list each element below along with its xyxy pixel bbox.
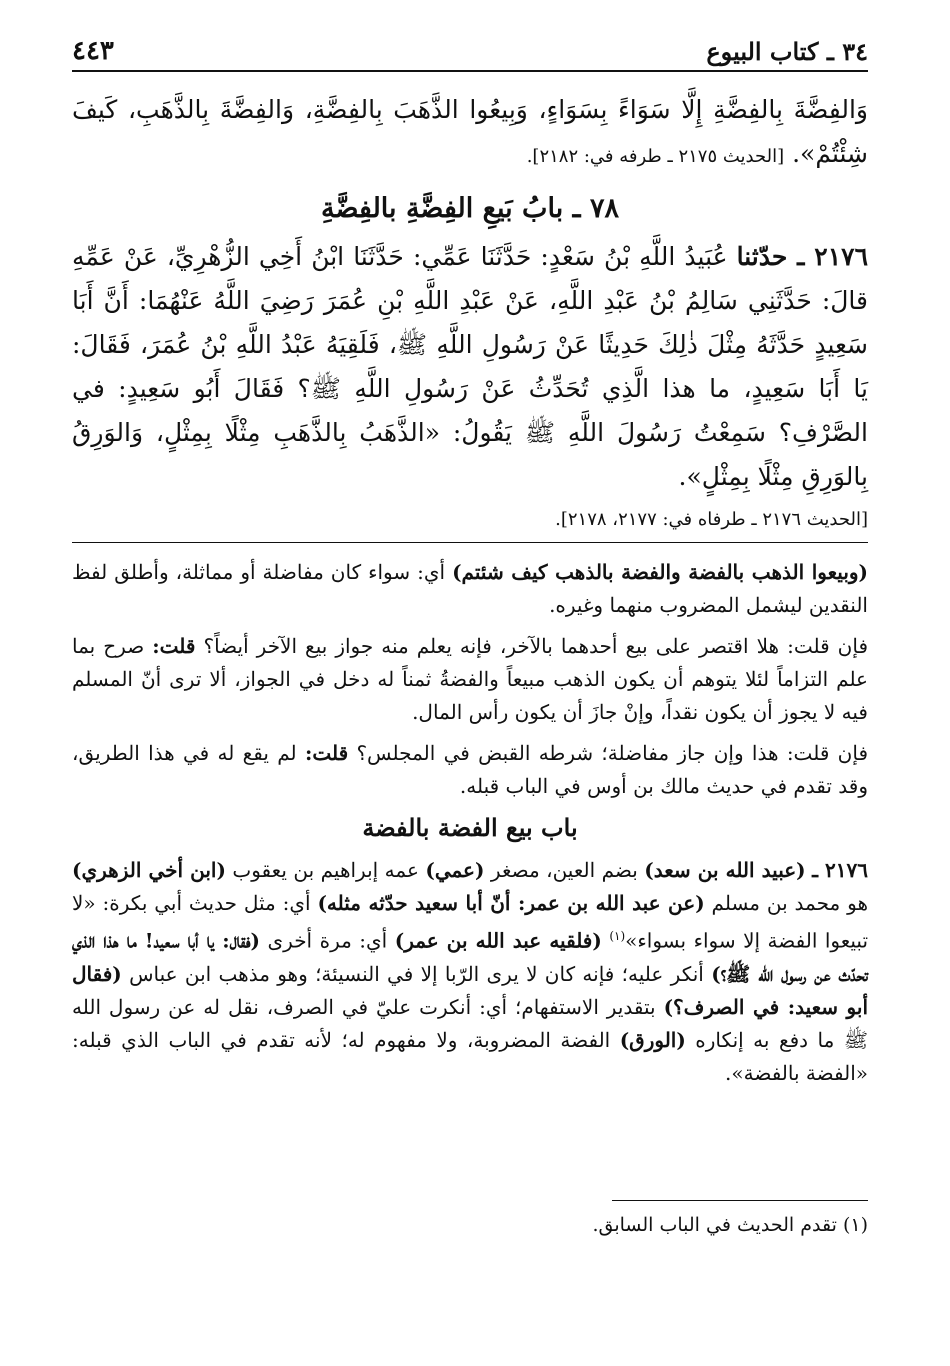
commentary-p4-b4: (عن عبد الله بن عمر: أنّ أبا سعيد حدّثه مثله) <box>317 891 705 915</box>
footnote <box>72 1210 868 1240</box>
commentary-p4-t2: عمه إبراهيم بن يعقوب <box>232 858 419 882</box>
hadith-text <box>72 235 868 499</box>
commentary-p4-t6: أنكر عليه؛ فإنه كان لا يرى الرّبا إلا في النسيئة؛ وهو مذهب ابن عباس <box>129 961 704 986</box>
commentary-p1 <box>72 556 868 622</box>
commentary-p4-b7: (فقال أبو سعيد: في الصرف؟) <box>72 961 869 1019</box>
commentary-p2 <box>72 630 868 729</box>
commentary-p2-text2: صرح بما علم التزاماً لئلا يتوهم أن يكون الذهب مبيعاً والفضةُ ثمناً له دخل في الجواز، ألا ترى أنّ المسلم فيه لا يجوز أن يكون نقداً، وإنْ جازَ أن يكون رأس المال. <box>72 634 868 724</box>
commentary-section <box>72 556 868 1098</box>
footnote-marker[interactable]: (١) <box>609 929 626 943</box>
page-header <box>72 22 868 72</box>
commentary-p4-b3: (ابن أخي الزهري) <box>72 858 226 882</box>
commentary-p4-t5: أي: مرة أخرى <box>267 928 388 953</box>
chapter-title: ٣٤ ـ كتاب البيوع <box>706 37 868 66</box>
commentary-p4-b6: (فقال: يا أبا سعيد! ما هذا الذي تحدّث عن رسول الله ﷺ؟) <box>72 928 869 986</box>
commentary-p4-num: ٢١٧٦ ـ <box>812 858 868 882</box>
commentary-p4-t4: أي: مثل حديث أبي بكرة: «لا تبيعوا الفضة إلا سواء بسواء» <box>72 891 869 953</box>
commentary-p4 <box>72 854 868 1090</box>
hadith-ref-2: [الحديث ٢١٧٦ ـ طرفاه في: ٢١٧٧، ٢١٧٨]. <box>555 509 868 530</box>
commentary-p4-b5: (فلقيه عبد الله بن عمر) <box>394 928 602 953</box>
commentary-p4-t3: هو محمد بن مسلم <box>711 891 868 915</box>
bab-title: ٧٨ ـ بابُ بَيعِ الفِضَّةِ بالفِضَّةِ <box>321 193 619 224</box>
commentary-p4-t7: بتقدير الاستفهام؛ أي: أنكرت عليّ في الصرف، نقل له عن رسول الله ﷺ ما دفع به إنكاره <box>72 994 868 1052</box>
commentary-p4-b1: (عبيد الله بن سعد) <box>644 858 806 882</box>
hadith-ref: [الحديث ٢١٧٥ ـ طرفه في: ٢١٨٢]. <box>526 146 785 167</box>
footnote-text: تقدم الحديث في الباب السابق. <box>592 1214 837 1236</box>
commentary-p4-b2: (عمي) <box>425 858 485 882</box>
footnote-divider <box>612 1200 868 1201</box>
commentary-p4-t8: الفضة المضروبة، ولا مفهوم له؛ لأنه تقدم في الباب الذي قبله: «الفضة بالفضة». <box>72 1027 868 1085</box>
commentary-p3-text: فإن قلت: هذا وإن جاز مفاضلة؛ شرطه القبض في المجلس؟ <box>356 741 869 765</box>
commentary-p3 <box>72 737 868 803</box>
page-number: ٤٤٣ <box>72 36 114 66</box>
commentary-p4-b8: (الورق) <box>619 1027 686 1052</box>
commentary-p3-text2: لم يقع له في هذا الطريق، وقد تقدم في حديث مالك بن أوس في الباب قبله. <box>72 741 868 798</box>
hadith-body: : حَدَّثَنَا عَمِّي: حَدَّثَنَا ابْنُ أَخِي الزُّهْرِيِّ، عَنْ عَمِّهِ قالَ: حَدَّثَنِي سَالِمُ بْنُ عَبْدِ اللَّهِ، عَنْ عَبْدِ اللَّهِ بْنِ عُمَرَ رَضِيَ اللَّهُ عَنْهُمَا: أَنَّ أَبَا سَعِيدٍ حَدَّثَهُ مِثْلَ ذٰلِكَ حَدِيثًا عَنْ رَسُولِ اللَّهِ ﷺ، فَلَقِيَهُ عَبْدُ اللَّهِ بْنُ عُمَرَ، فَقَالَ: يَا أَبَا سَعِيدٍ، ما هذا الَّذِي تُحَدِّثُ عَنْ رَسُولِ اللَّهِ ﷺ؟ فَقَالَ أَبُو سَعِيدٍ: في الصَّرْفِ؟ سَمِعْتُ رَسُولَ اللَّهِ ﷺ يَقُولُ: «الذَّهَبُ بِالذَّهَبِ مِثْلًا بِمِثْلٍ، وَالوَرِقُ بِالوَرِقِ مِثْلًا بِمِثْلٍ». <box>72 242 868 491</box>
commentary-p1-bold: (وبيعوا الذهب بالفضة والفضة بالذهب كيف شئتم) <box>452 560 869 584</box>
hadith-number: ٢١٧٦ ـ حدّثنا <box>736 242 868 271</box>
commentary-subtitle: باب بيع الفضة بالفضة <box>362 813 578 842</box>
hadith-section <box>72 88 868 535</box>
footnote-number: (١) <box>842 1214 868 1236</box>
commentary-p2-bold: قلت: <box>152 634 196 658</box>
hadith-continuation <box>72 88 868 179</box>
commentary-p4-t1: بضم العين، مصغر <box>490 858 638 882</box>
hadith-continuation-text: وَالفِضَّةَ بِالفِضَّةِ إِلَّا سَوَاءً بِسَوَاءٍ، وَبِيعُوا الذَّهَبَ بِالفِضَّةِ، وَالفِضَّةَ بِالذَّهَبِ، كَيفَ شِئْتُمْ». <box>72 95 868 168</box>
commentary-p1-text: أي: سواء كان مفاضلة أو مماثلة، وأطلق لفظ النقدين ليشمل المضروب منهما وغيره. <box>72 560 868 617</box>
commentary-p3-bold: قلت: <box>304 741 349 765</box>
section-divider <box>72 542 868 543</box>
commentary-p2-text: فإن قلت: هلا اقتصر على بيع أحدهما بالآخر، فإنه يعلم منه جواز بيع الآخر أيضاً؟ <box>203 634 869 658</box>
hadith-narrator: عُبَيدُ اللَّهِ بْنُ سَعْدٍ <box>548 242 728 271</box>
